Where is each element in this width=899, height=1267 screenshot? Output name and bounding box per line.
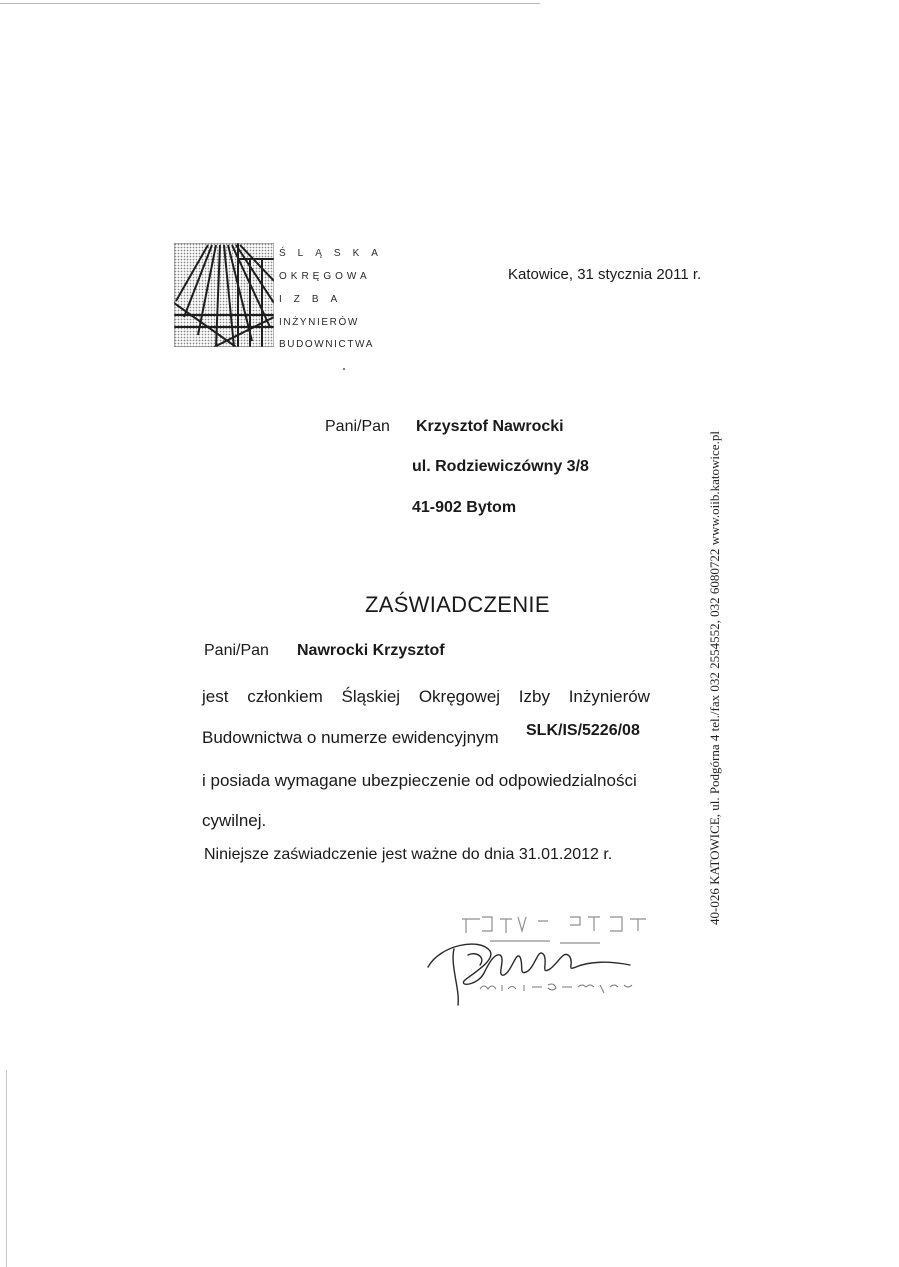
logo-text-line-4: INŻYNIERÓW [279,317,359,328]
subject-name: Nawrocki Krzysztof [297,642,445,659]
scan-speck [343,368,345,370]
logo-text-line-3: IZBA [279,294,350,305]
registration-number: SLK/IS/5226/08 [526,722,640,739]
logo-text-line-5: BUDOWNICTWA [279,339,374,350]
word: członkiem [247,687,323,706]
validity-statement: Niniejsze zaświadczenie jest ważne do dnia 31.01.2012 r. [204,846,613,863]
word: Izby [518,687,550,706]
insurance-line: i posiada wymagane ubezpieczenie od odpowiedzialności [202,771,637,790]
contact-sidebar: 40-026 KATOWICE, ul. Podgórna 4 tel./fax 032 2554552, 032 6080722 www.oiib.katowice.pl [707,431,722,925]
logo-text-line-1: ŚLĄSKA [279,248,390,259]
document-title: ZAŚWIADCZENIE [365,592,550,617]
word: Inżynierów [568,687,650,706]
chamber-logo-icon [174,243,274,347]
registration-line: Budownictwa o numerze ewidencyjnym [202,728,499,747]
recipient-city: 41-902 Bytom [412,499,517,516]
insurance-line-end: cywilnej. [202,811,267,830]
scan-edge-line [0,3,540,4]
place-and-date: Katowice, 31 stycznia 2011 r. [508,266,702,283]
signature-stamp-icon [420,905,660,1015]
word: Śląskiej [341,687,401,706]
scan-edge-line-left [6,1070,7,1267]
recipient-name: Krzysztof Nawrocki [416,418,564,435]
logo-text-line-2: OKRĘGOWA [279,271,371,282]
subject-prefix: Pani/Pan [204,642,269,659]
membership-line [202,687,650,707]
recipient-prefix: Pani/Pan [325,418,390,435]
word: Okręgowej [418,687,501,706]
recipient-street: ul. Rodziewiczówny 3/8 [412,458,589,475]
word: jest [202,687,229,706]
